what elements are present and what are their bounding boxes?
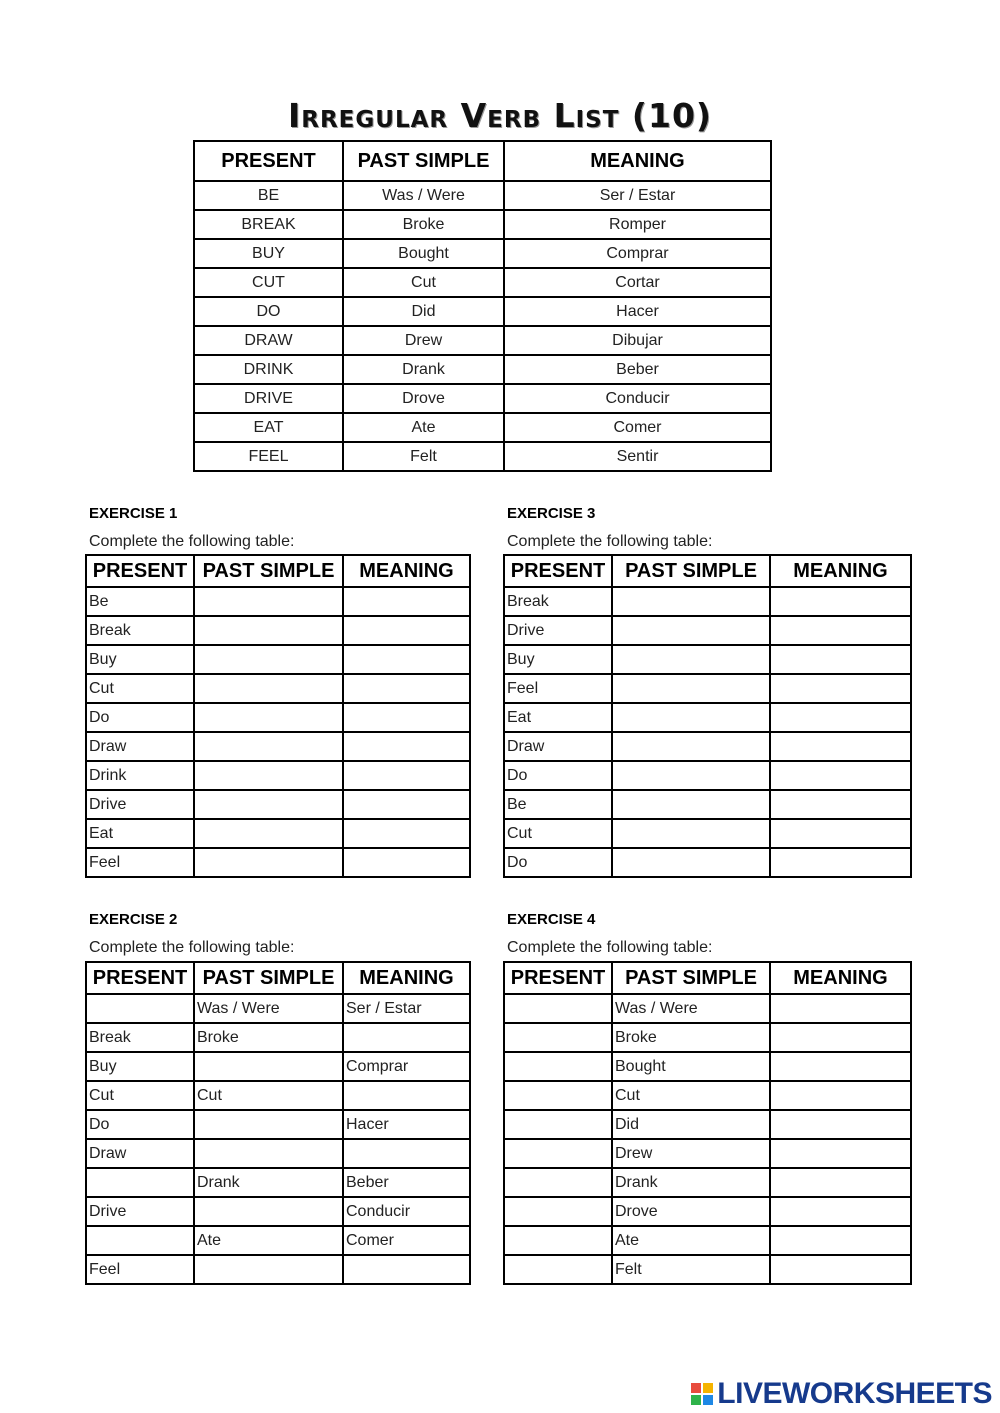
table-cell: Hacer bbox=[343, 1110, 470, 1139]
table-row bbox=[86, 703, 470, 732]
table-cell: Ate bbox=[612, 1226, 770, 1255]
answer-cell[interactable] bbox=[504, 1139, 612, 1168]
answer-cell[interactable] bbox=[343, 703, 470, 732]
table-cell: Broke bbox=[194, 1023, 343, 1052]
table-row bbox=[86, 1052, 470, 1081]
answer-cell[interactable] bbox=[194, 1197, 343, 1226]
table-row bbox=[194, 210, 771, 239]
table-row bbox=[86, 616, 470, 645]
table-cell: Break bbox=[86, 1023, 194, 1052]
answer-cell[interactable] bbox=[194, 703, 343, 732]
answer-cell[interactable] bbox=[612, 761, 770, 790]
answer-cell[interactable] bbox=[343, 616, 470, 645]
table-header-row bbox=[86, 555, 470, 587]
table-cell: Feel bbox=[504, 674, 612, 703]
table-row bbox=[194, 355, 771, 384]
table-cell: BUY bbox=[194, 239, 343, 268]
answer-cell[interactable] bbox=[770, 616, 911, 645]
table-row bbox=[194, 413, 771, 442]
table-cell: Comprar bbox=[504, 239, 771, 268]
answer-cell[interactable] bbox=[343, 848, 470, 877]
answer-cell[interactable] bbox=[504, 1081, 612, 1110]
table-cell: Cut bbox=[612, 1081, 770, 1110]
table-header-row bbox=[194, 141, 771, 181]
table-cell: Draw bbox=[504, 732, 612, 761]
table-cell: Draw bbox=[86, 732, 194, 761]
table-cell: Beber bbox=[504, 355, 771, 384]
table-cell: Drank bbox=[343, 355, 504, 384]
answer-cell[interactable] bbox=[194, 761, 343, 790]
logo-text: LIVEWORKSHEETS bbox=[717, 1377, 992, 1410]
table-cell: Did bbox=[343, 297, 504, 326]
answer-cell[interactable] bbox=[612, 616, 770, 645]
answer-cell[interactable] bbox=[770, 1255, 911, 1284]
column-header: PAST SIMPLE bbox=[194, 555, 343, 587]
table-cell: Eat bbox=[504, 703, 612, 732]
answer-cell[interactable] bbox=[612, 645, 770, 674]
liveworksheets-logo[interactable] bbox=[691, 1377, 992, 1411]
column-header: MEANING bbox=[770, 962, 911, 994]
table-cell: Ser / Estar bbox=[504, 181, 771, 210]
table-cell: FEEL bbox=[194, 442, 343, 471]
table-cell: Do bbox=[504, 761, 612, 790]
table-cell: Do bbox=[504, 848, 612, 877]
table-cell: Drive bbox=[86, 790, 194, 819]
answer-cell[interactable] bbox=[770, 1226, 911, 1255]
table-cell: Hacer bbox=[504, 297, 771, 326]
table-cell: Draw bbox=[86, 1139, 194, 1168]
table-row bbox=[86, 1139, 470, 1168]
column-header: PRESENT bbox=[86, 555, 194, 587]
answer-cell[interactable] bbox=[770, 1081, 911, 1110]
table-row bbox=[504, 819, 911, 848]
answer-cell[interactable] bbox=[770, 1110, 911, 1139]
answer-cell[interactable] bbox=[770, 703, 911, 732]
answer-cell[interactable] bbox=[343, 1139, 470, 1168]
table-cell: Romper bbox=[504, 210, 771, 239]
table-row bbox=[504, 732, 911, 761]
answer-cell[interactable] bbox=[770, 587, 911, 616]
table-cell: Drank bbox=[194, 1168, 343, 1197]
logo-square-3 bbox=[691, 1395, 701, 1405]
table-row bbox=[86, 1023, 470, 1052]
table-cell: Was / Were bbox=[343, 181, 504, 210]
answer-cell[interactable] bbox=[194, 1052, 343, 1081]
table-cell: DRINK bbox=[194, 355, 343, 384]
logo-square-1 bbox=[691, 1383, 701, 1393]
table-row bbox=[504, 674, 911, 703]
answer-cell[interactable] bbox=[343, 790, 470, 819]
table-cell: Feel bbox=[86, 848, 194, 877]
answer-cell[interactable] bbox=[194, 1255, 343, 1284]
table-row bbox=[86, 674, 470, 703]
exercise-1-instruction: Complete the following table: bbox=[89, 533, 295, 550]
table-row bbox=[504, 761, 911, 790]
answer-cell[interactable] bbox=[86, 1168, 194, 1197]
table-cell: Comer bbox=[343, 1226, 470, 1255]
table-cell: Comprar bbox=[343, 1052, 470, 1081]
table-row bbox=[504, 1255, 911, 1284]
table-cell: Be bbox=[86, 587, 194, 616]
table-row bbox=[504, 790, 911, 819]
answer-cell[interactable] bbox=[612, 848, 770, 877]
table-row bbox=[194, 384, 771, 413]
table-cell: BE bbox=[194, 181, 343, 210]
answer-cell[interactable] bbox=[770, 848, 911, 877]
column-header: PAST SIMPLE bbox=[194, 962, 343, 994]
table-cell: Cut bbox=[504, 819, 612, 848]
answer-cell[interactable] bbox=[504, 1023, 612, 1052]
answer-cell[interactable] bbox=[343, 645, 470, 674]
table-row bbox=[194, 326, 771, 355]
table-row bbox=[86, 1197, 470, 1226]
table-cell: Did bbox=[612, 1110, 770, 1139]
table-cell: Break bbox=[504, 587, 612, 616]
table-cell: Ate bbox=[343, 413, 504, 442]
answer-cell[interactable] bbox=[504, 994, 612, 1023]
table-row bbox=[504, 703, 911, 732]
table-row bbox=[86, 819, 470, 848]
table-row bbox=[86, 1226, 470, 1255]
logo-mark-icon bbox=[691, 1383, 713, 1405]
table-cell: Bought bbox=[612, 1052, 770, 1081]
table-cell: BREAK bbox=[194, 210, 343, 239]
exercise-2-heading: EXERCISE 2 bbox=[89, 911, 178, 928]
answer-cell[interactable] bbox=[770, 674, 911, 703]
table-row bbox=[86, 732, 470, 761]
column-header: MEANING bbox=[504, 141, 771, 181]
answer-cell[interactable] bbox=[343, 674, 470, 703]
answer-cell[interactable] bbox=[343, 587, 470, 616]
table-cell: Was / Were bbox=[612, 994, 770, 1023]
table-cell: Buy bbox=[504, 645, 612, 674]
answer-cell[interactable] bbox=[343, 732, 470, 761]
answer-cell[interactable] bbox=[343, 819, 470, 848]
table-cell: Cut bbox=[194, 1081, 343, 1110]
answer-cell[interactable] bbox=[612, 674, 770, 703]
table-cell: Feel bbox=[86, 1255, 194, 1284]
answer-cell[interactable] bbox=[194, 848, 343, 877]
table-row bbox=[504, 1081, 911, 1110]
answer-cell[interactable] bbox=[612, 732, 770, 761]
answer-cell[interactable] bbox=[612, 703, 770, 732]
table-cell: Drove bbox=[343, 384, 504, 413]
table-cell: Drive bbox=[86, 1197, 194, 1226]
table-row bbox=[86, 587, 470, 616]
answer-cell[interactable] bbox=[343, 761, 470, 790]
answer-cell[interactable] bbox=[770, 732, 911, 761]
table-cell: Buy bbox=[86, 645, 194, 674]
table-row bbox=[504, 1139, 911, 1168]
table-cell: DRIVE bbox=[194, 384, 343, 413]
table-row bbox=[194, 239, 771, 268]
table-cell: Ate bbox=[194, 1226, 343, 1255]
logo-square-4 bbox=[703, 1395, 713, 1405]
table-row bbox=[86, 761, 470, 790]
table-cell: Drove bbox=[612, 1197, 770, 1226]
main-verb-table bbox=[193, 140, 772, 472]
table-row bbox=[86, 1081, 470, 1110]
table-header-row bbox=[86, 962, 470, 994]
table-cell: Ser / Estar bbox=[343, 994, 470, 1023]
table-header-row bbox=[504, 962, 911, 994]
table-row bbox=[86, 1110, 470, 1139]
table-cell: Do bbox=[86, 1110, 194, 1139]
answer-cell[interactable] bbox=[504, 1168, 612, 1197]
answer-cell[interactable] bbox=[504, 1110, 612, 1139]
table-cell: Broke bbox=[612, 1023, 770, 1052]
answer-cell[interactable] bbox=[194, 790, 343, 819]
table-cell: Break bbox=[86, 616, 194, 645]
answer-cell[interactable] bbox=[504, 1255, 612, 1284]
table-row bbox=[504, 1023, 911, 1052]
table-row bbox=[194, 297, 771, 326]
table-cell: DRAW bbox=[194, 326, 343, 355]
exercise-2-table bbox=[85, 961, 471, 1285]
answer-cell[interactable] bbox=[194, 587, 343, 616]
table-row bbox=[504, 1052, 911, 1081]
answer-cell[interactable] bbox=[194, 616, 343, 645]
table-cell: Cut bbox=[86, 1081, 194, 1110]
answer-cell[interactable] bbox=[504, 1052, 612, 1081]
exercise-3-heading: EXERCISE 3 bbox=[507, 505, 596, 522]
column-header: MEANING bbox=[770, 555, 911, 587]
answer-cell[interactable] bbox=[343, 1255, 470, 1284]
answer-cell[interactable] bbox=[343, 1081, 470, 1110]
answer-cell[interactable] bbox=[194, 674, 343, 703]
table-cell: Buy bbox=[86, 1052, 194, 1081]
answer-cell[interactable] bbox=[343, 1023, 470, 1052]
answer-cell[interactable] bbox=[770, 1139, 911, 1168]
answer-cell[interactable] bbox=[612, 587, 770, 616]
table-row bbox=[194, 442, 771, 471]
exercise-4-heading: EXERCISE 4 bbox=[507, 911, 596, 928]
table-cell: Sentir bbox=[504, 442, 771, 471]
answer-cell[interactable] bbox=[770, 994, 911, 1023]
column-header: PRESENT bbox=[504, 555, 612, 587]
column-header: MEANING bbox=[343, 555, 470, 587]
table-row bbox=[86, 790, 470, 819]
table-cell: Be bbox=[504, 790, 612, 819]
column-header: PAST SIMPLE bbox=[343, 141, 504, 181]
answer-cell[interactable] bbox=[194, 1139, 343, 1168]
table-cell: CUT bbox=[194, 268, 343, 297]
table-row bbox=[86, 1255, 470, 1284]
table-cell: Beber bbox=[343, 1168, 470, 1197]
answer-cell[interactable] bbox=[86, 1226, 194, 1255]
exercise-3-table bbox=[503, 554, 912, 878]
table-row bbox=[86, 848, 470, 877]
logo-square-2 bbox=[703, 1383, 713, 1393]
answer-cell[interactable] bbox=[612, 819, 770, 848]
table-cell: Comer bbox=[504, 413, 771, 442]
answer-cell[interactable] bbox=[504, 1226, 612, 1255]
answer-cell[interactable] bbox=[770, 761, 911, 790]
answer-cell[interactable] bbox=[194, 732, 343, 761]
exercise-4-instruction: Complete the following table: bbox=[507, 939, 713, 956]
column-header: PAST SIMPLE bbox=[612, 555, 770, 587]
table-cell: Drew bbox=[343, 326, 504, 355]
table-cell: Was / Were bbox=[194, 994, 343, 1023]
answer-cell[interactable] bbox=[770, 1197, 911, 1226]
table-row bbox=[86, 645, 470, 674]
table-cell: Felt bbox=[612, 1255, 770, 1284]
exercise-3-instruction: Complete the following table: bbox=[507, 533, 713, 550]
table-row bbox=[504, 848, 911, 877]
table-cell: Felt bbox=[343, 442, 504, 471]
answer-cell[interactable] bbox=[612, 790, 770, 819]
exercise-4-table bbox=[503, 961, 912, 1285]
answer-cell[interactable] bbox=[770, 1168, 911, 1197]
table-header-row bbox=[504, 555, 911, 587]
answer-cell[interactable] bbox=[194, 819, 343, 848]
column-header: MEANING bbox=[343, 962, 470, 994]
exercise-1-heading: EXERCISE 1 bbox=[89, 505, 178, 522]
table-row bbox=[504, 1110, 911, 1139]
table-row bbox=[86, 1168, 470, 1197]
table-cell: Conducir bbox=[504, 384, 771, 413]
answer-cell[interactable] bbox=[86, 994, 194, 1023]
table-cell: Cut bbox=[343, 268, 504, 297]
table-row bbox=[504, 1168, 911, 1197]
column-header: PRESENT bbox=[86, 962, 194, 994]
table-cell: Conducir bbox=[343, 1197, 470, 1226]
table-row bbox=[504, 587, 911, 616]
table-row bbox=[504, 1197, 911, 1226]
table-cell: DO bbox=[194, 297, 343, 326]
table-row bbox=[194, 268, 771, 297]
table-cell: Cortar bbox=[504, 268, 771, 297]
column-header: PRESENT bbox=[194, 141, 343, 181]
table-cell: Bought bbox=[343, 239, 504, 268]
table-cell: Drive bbox=[504, 616, 612, 645]
column-header: PRESENT bbox=[504, 962, 612, 994]
column-header: PAST SIMPLE bbox=[612, 962, 770, 994]
table-cell: Drank bbox=[612, 1168, 770, 1197]
table-row bbox=[504, 616, 911, 645]
answer-cell[interactable] bbox=[194, 1110, 343, 1139]
table-cell: Drink bbox=[86, 761, 194, 790]
table-row bbox=[194, 181, 771, 210]
answer-cell[interactable] bbox=[770, 790, 911, 819]
table-cell: Do bbox=[86, 703, 194, 732]
answer-cell[interactable] bbox=[770, 819, 911, 848]
table-cell: EAT bbox=[194, 413, 343, 442]
exercise-2-instruction: Complete the following table: bbox=[89, 939, 295, 956]
table-row bbox=[504, 994, 911, 1023]
table-row bbox=[504, 645, 911, 674]
answer-cell[interactable] bbox=[770, 1052, 911, 1081]
answer-cell[interactable] bbox=[770, 1023, 911, 1052]
table-cell: Broke bbox=[343, 210, 504, 239]
table-cell: Dibujar bbox=[504, 326, 771, 355]
table-row bbox=[86, 994, 470, 1023]
answer-cell[interactable] bbox=[504, 1197, 612, 1226]
exercise-1-table bbox=[85, 554, 471, 878]
table-cell: Cut bbox=[86, 674, 194, 703]
answer-cell[interactable] bbox=[770, 645, 911, 674]
table-row bbox=[504, 1226, 911, 1255]
table-cell: Eat bbox=[86, 819, 194, 848]
table-cell: Drew bbox=[612, 1139, 770, 1168]
page-title: Irregular Verb List (10) bbox=[287, 96, 713, 135]
answer-cell[interactable] bbox=[194, 645, 343, 674]
